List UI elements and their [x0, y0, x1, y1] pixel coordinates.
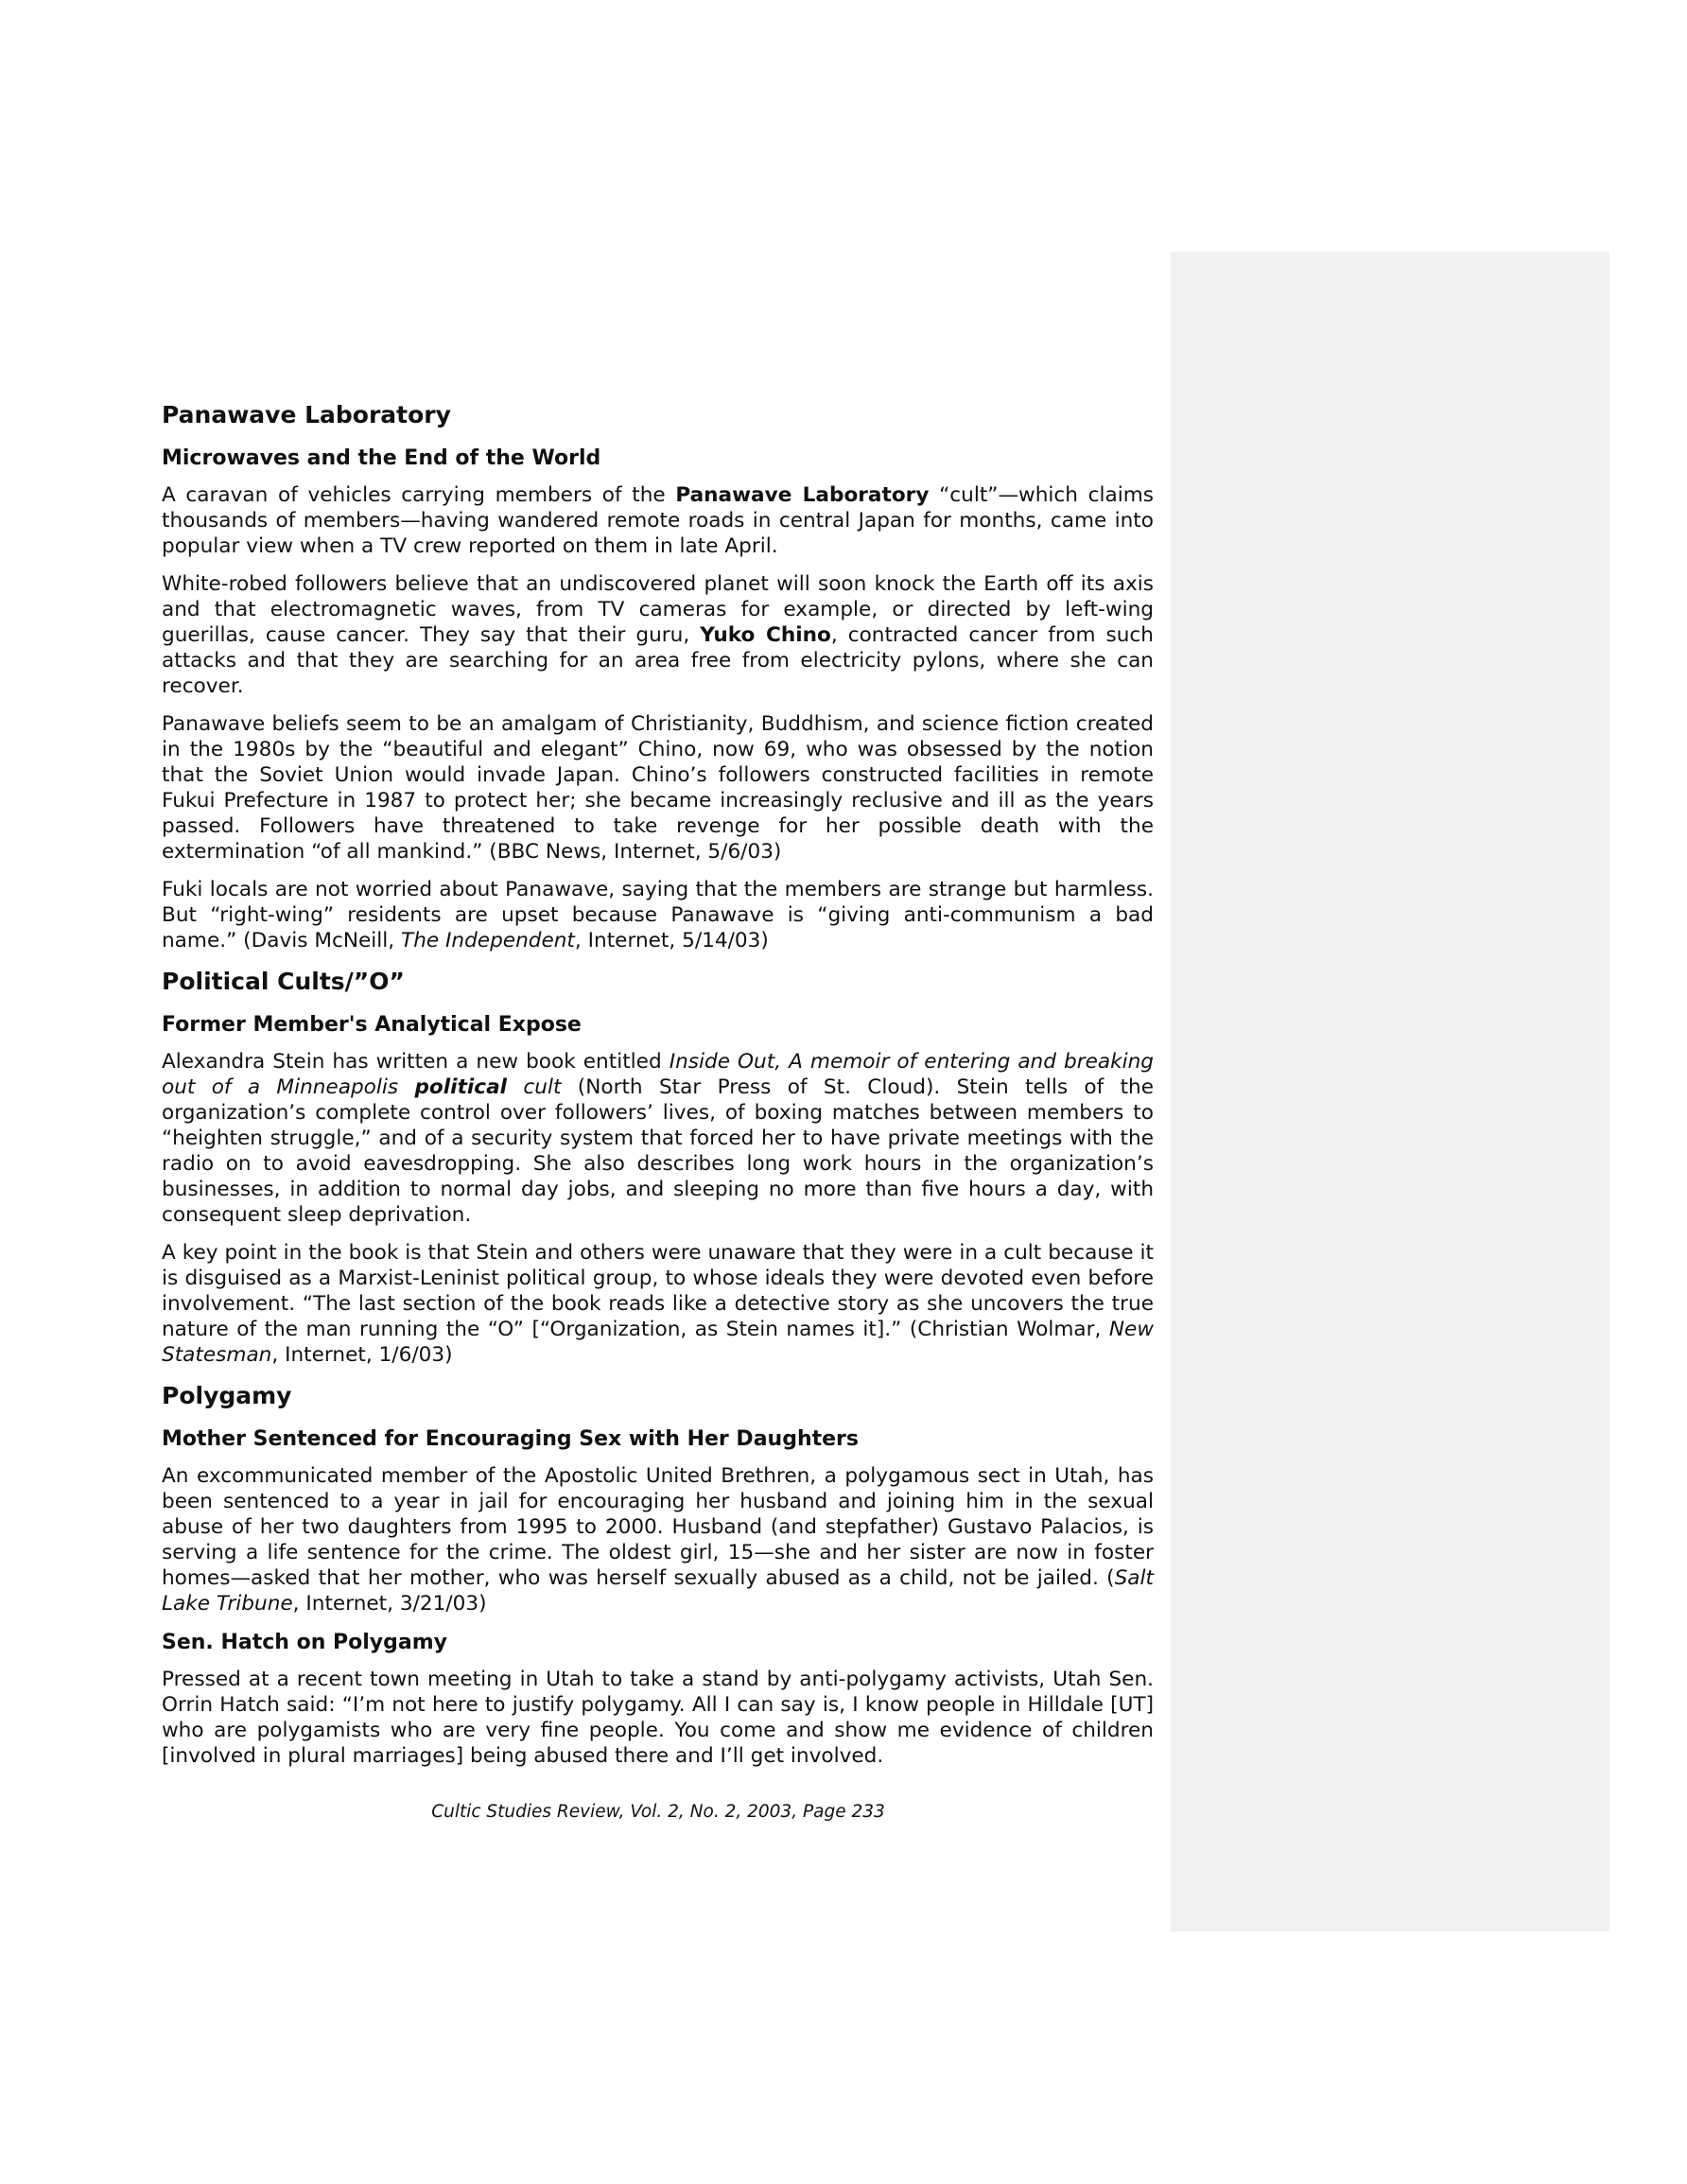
section-heading-panawave: Panawave Laboratory	[162, 401, 451, 428]
page-footer: Cultic Studies Review, Vol. 2, No. 2, 2003, Page 233	[431, 1802, 885, 1822]
paragraph-polygamy-2: Pressed at a recent town meeting in Utah to take a stand by anti-polygamy activists, Utah Sen. Orrin Hatch said: “I’m not here to justify polygamy. All I can say is, I know people in Hilldale [UT] who are polygamists who are very fine people. You come and show me evidence of children [involved in plural marriages] being abused there and I’ll get involved.	[162, 1668, 1154, 1768]
paragraph-political-2: A key point in the book is that Stein and others were unaware that they were in a cult because it is disguised as a Marxist-Leninist political group, to whose ideals they were devoted even before involvement. “The last section of the book reads like a detective story as she uncovers the true nature of the man running the “O” [“Organization, as Stein names it].” (Christian Wolmar, New Statesman, Internet, 1/6/03)	[162, 1241, 1154, 1367]
paragraph-panawave-4: Fuki locals are not worried about Panawave, saying that the members are strange but harmless. But “right-wing” residents are upset because Panawave is “giving anti-communism a bad name.” (Davis McNeill, The Independent, Internet, 5/14/03)	[162, 878, 1154, 952]
subheading-microwaves: Microwaves and the End of the World	[162, 446, 601, 470]
section-heading-political-cults: Political Cults/”O”	[162, 968, 405, 995]
paragraph-political-1: Alexandra Stein has written a new book entitled Inside Out, A memoir of entering and breaking out of a Minneapolis political cult (North Star Press of St. Cloud). Stein tells of the organization’s complete control over followers’ lives, of boxing matches between members to “heighten struggle,” and of a security system that forced her to have private meetings with the radio on to avoid eavesdropping. She also describes long work hours in the organization’s businesses, in addition to normal day jobs, and sleeping no more than five hours a day, with consequent sleep deprivation.	[162, 1050, 1155, 1227]
paragraph-panawave-2: White-robed followers believe that an undiscovered planet will soon knock the Earth off its axis and that electromagnetic waves, from TV cameras for example, or directed by left-wing guerillas, cause cancer. They say that their guru, Yuko Chino, contracted cancer from such attacks and that they are searching for an area free from electricity pylons, where she can recover.	[162, 572, 1154, 698]
page-body	[162, 399, 1154, 1781]
paragraph-polygamy-1: An excommunicated member of the Apostolic United Brethren, a polygamous sect in Utah, has been sentenced to a year in jail for encouraging her husband and joining him in the sexual abuse of her two daughters from 1995 to 2000. Husband (and stepfather) Gustavo Palacios, is serving a life sentence for the crime. The oldest girl, 15—she and her sister are now in foster homes—asked that her mother, who was herself sexually abused as a child, not be jailed. (Salt Lake Tribune, Internet, 3/21/03)	[162, 1464, 1154, 1616]
subheading-former-member: Former Member's Analytical Expose	[162, 1013, 582, 1037]
paragraph-panawave-1: A caravan of vehicles carrying members of the Panawave Laboratory “cult”—which claims thousands of members—having wandered remote roads in central Japan for months, came into popular view when a TV crew reported on them in late April.	[162, 483, 1155, 558]
subheading-mother-sentenced: Mother Sentenced for Encouraging Sex with Her Daughters	[162, 1427, 859, 1451]
subheading-sen-hatch: Sen. Hatch on Polygamy	[162, 1631, 447, 1654]
paragraph-panawave-3: Panawave beliefs seem to be an amalgam of Christianity, Buddhism, and science fiction created in the 1980s by the “beautiful and elegant” Chino, now 69, who was obsessed by the notion that the Soviet Union would invade Japan. Chino’s followers constructed facilities in remote Fukui Prefecture in 1987 to protect her; she became increasingly reclusive and ill as the years passed. Followers have threatened to take revenge for her possible death with the extermination “of all mankind.” (BBC News, Internet, 5/6/03)	[162, 712, 1154, 864]
section-heading-polygamy: Polygamy	[162, 1382, 292, 1409]
comment-margin-pane	[1171, 252, 1609, 1931]
